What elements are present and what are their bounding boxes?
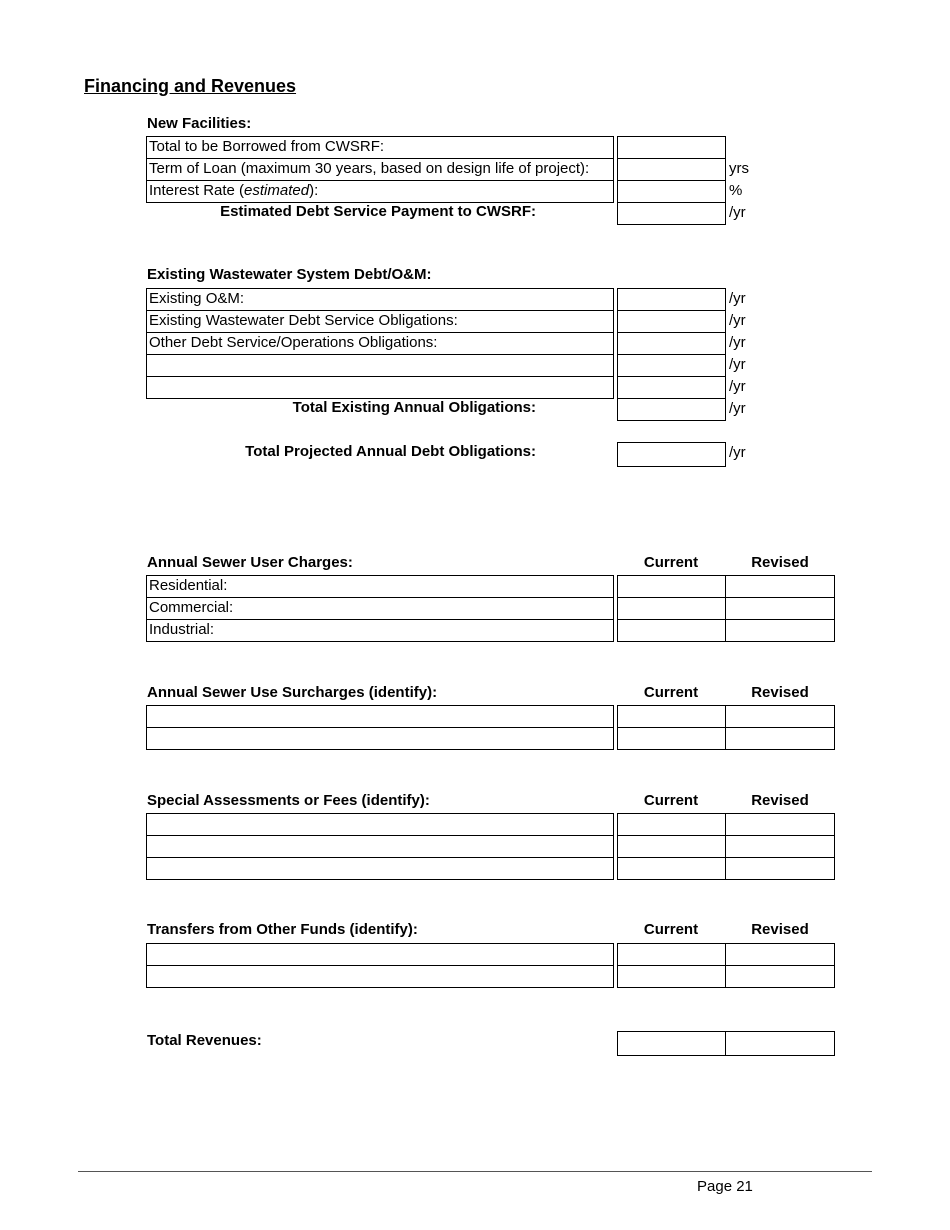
- commercial-label: Commercial:: [146, 597, 614, 620]
- debt-service-total-unit: /yr: [729, 204, 746, 221]
- existing-total-label: Total Existing Annual Obligations:: [292, 399, 536, 416]
- borrowed-input[interactable]: [617, 136, 726, 159]
- surcharges-revised-header: Revised: [751, 684, 809, 701]
- existing-total-input[interactable]: [617, 398, 726, 421]
- total-revenues-current-input[interactable]: [617, 1031, 726, 1056]
- loan-term-label: Term of Loan (maximum 30 years, based on design life of project):: [146, 158, 614, 181]
- industrial-revised-input[interactable]: [725, 619, 835, 642]
- total-revenues-revised-input[interactable]: [725, 1031, 835, 1056]
- user-charges-heading: Annual Sewer User Charges:: [147, 554, 353, 571]
- surcharge-revised-input-1[interactable]: [725, 705, 835, 728]
- other-debt-unit: /yr: [729, 334, 746, 351]
- blank-obligation-input-1[interactable]: [617, 354, 726, 377]
- assessment-current-input-2[interactable]: [617, 835, 726, 858]
- page-title: Financing and Revenues: [84, 76, 297, 96]
- surcharge-current-input-2[interactable]: [617, 727, 726, 750]
- industrial-current-input[interactable]: [617, 619, 726, 642]
- existing-heading: Existing Wastewater System Debt/O&M:: [147, 266, 432, 283]
- assessments-revised-header: Revised: [751, 792, 809, 809]
- commercial-current-input[interactable]: [617, 597, 726, 620]
- transfer-current-input-2[interactable]: [617, 965, 726, 988]
- existing-om-input[interactable]: [617, 288, 726, 311]
- assessment-revised-input-1[interactable]: [725, 813, 835, 836]
- debt-service-total-label: Estimated Debt Service Payment to CWSRF:: [220, 203, 536, 220]
- existing-om-unit: /yr: [729, 290, 746, 307]
- surcharges-current-header: Current: [643, 684, 699, 701]
- surcharge-current-input-1[interactable]: [617, 705, 726, 728]
- interest-rate-label: Interest Rate (estimated):: [146, 180, 614, 203]
- transfers-current-header: Current: [643, 921, 699, 938]
- borrowed-label: Total to be Borrowed from CWSRF:: [146, 136, 614, 159]
- transfers-heading: Transfers from Other Funds (identify):: [147, 921, 418, 938]
- existing-total-unit: /yr: [729, 400, 746, 417]
- residential-label: Residential:: [146, 575, 614, 598]
- interest-rate-input[interactable]: [617, 180, 726, 203]
- projected-total-input[interactable]: [617, 442, 726, 467]
- interest-rate-unit: %: [729, 182, 743, 199]
- surcharge-revised-input-2[interactable]: [725, 727, 835, 750]
- assessments-current-header: Current: [643, 792, 699, 809]
- loan-term-input[interactable]: [617, 158, 726, 181]
- transfer-current-input-1[interactable]: [617, 943, 726, 966]
- existing-om-label: Existing O&M:: [146, 288, 614, 311]
- user-charges-revised-header: Revised: [751, 554, 809, 571]
- assessment-current-input-3[interactable]: [617, 857, 726, 880]
- surcharge-label-input-1[interactable]: [146, 705, 614, 728]
- total-revenues-label: Total Revenues:: [147, 1032, 262, 1049]
- transfer-label-input-1[interactable]: [146, 943, 614, 966]
- other-debt-label: Other Debt Service/Operations Obligations:: [146, 332, 614, 355]
- blank-obligation-input-2[interactable]: [617, 376, 726, 399]
- blank-obligation-label-1[interactable]: [146, 354, 614, 377]
- projected-total-unit: /yr: [729, 444, 746, 461]
- blank-obligation-unit-1: /yr: [729, 356, 746, 373]
- existing-debt-input[interactable]: [617, 310, 726, 333]
- assessment-revised-input-3[interactable]: [725, 857, 835, 880]
- existing-debt-unit: /yr: [729, 312, 746, 329]
- debt-service-total-input[interactable]: [617, 202, 726, 225]
- transfer-revised-input-1[interactable]: [725, 943, 835, 966]
- existing-debt-label: Existing Wastewater Debt Service Obligations:: [146, 310, 614, 333]
- assessment-current-input-1[interactable]: [617, 813, 726, 836]
- assessment-label-input-2[interactable]: [146, 835, 614, 858]
- user-charges-current-header: Current: [643, 554, 699, 571]
- surcharge-label-input-2[interactable]: [146, 727, 614, 750]
- assessment-revised-input-2[interactable]: [725, 835, 835, 858]
- footer-rule: [78, 1171, 872, 1172]
- blank-obligation-unit-2: /yr: [729, 378, 746, 395]
- other-debt-input[interactable]: [617, 332, 726, 355]
- transfer-revised-input-2[interactable]: [725, 965, 835, 988]
- surcharges-heading: Annual Sewer Use Surcharges (identify):: [147, 684, 438, 701]
- blank-obligation-label-2[interactable]: [146, 376, 614, 399]
- transfers-revised-header: Revised: [751, 921, 809, 938]
- page-number: Page 21: [697, 1178, 753, 1195]
- projected-total-label: Total Projected Annual Debt Obligations:: [245, 443, 536, 460]
- residential-current-input[interactable]: [617, 575, 726, 598]
- transfer-label-input-2[interactable]: [146, 965, 614, 988]
- loan-term-unit: yrs: [729, 160, 749, 177]
- residential-revised-input[interactable]: [725, 575, 835, 598]
- industrial-label: Industrial:: [146, 619, 614, 642]
- commercial-revised-input[interactable]: [725, 597, 835, 620]
- assessment-label-input-1[interactable]: [146, 813, 614, 836]
- assessments-heading: Special Assessments or Fees (identify):: [147, 792, 430, 809]
- new-facilities-heading: New Facilities:: [147, 115, 252, 132]
- assessment-label-input-3[interactable]: [146, 857, 614, 880]
